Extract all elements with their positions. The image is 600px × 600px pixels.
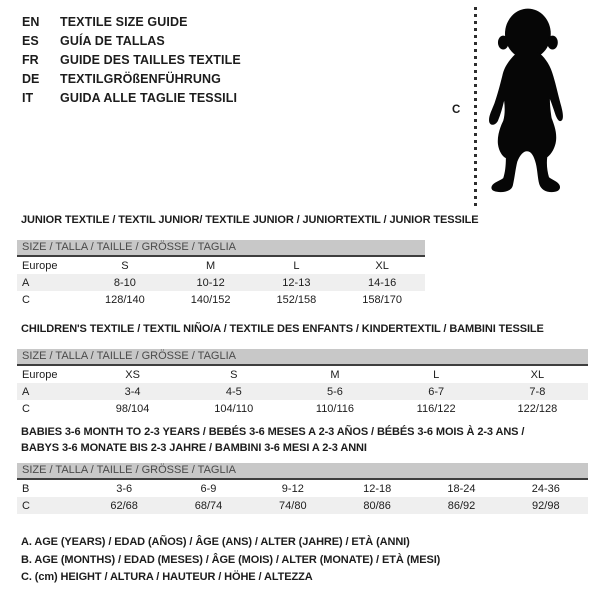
children-table — [17, 366, 588, 417]
size-header-bar: SIZE / TALLA / TAILLE / GRÖSSE / TAGLIA — [17, 463, 588, 480]
junior-table — [17, 257, 425, 308]
language-label: TEXTILGRÖßENFÜHRUNG — [60, 71, 221, 86]
children-size-table — [17, 349, 588, 417]
babies-title-line2: BABYS 3-6 MONATE BIS 2-3 JAHRE / BAMBINI 3-6 MESI A 2-3 ANNI — [21, 442, 367, 454]
language-row — [22, 12, 241, 31]
cell-value: 68/74 — [166, 497, 250, 514]
cell-value: 122/128 — [517, 402, 558, 415]
cell-value: 5-6 — [284, 383, 385, 400]
language-row — [22, 69, 241, 88]
cell-value: 80/86 — [335, 497, 419, 514]
cell-value: 12-13 — [254, 274, 340, 291]
cell-value: 18-24 — [447, 482, 476, 495]
cell-value: 140/152 — [190, 293, 231, 306]
row-label: A — [17, 274, 82, 291]
column-header: M — [330, 368, 340, 381]
table-row-c — [17, 400, 588, 417]
cell-value: 24-36 — [531, 482, 560, 495]
column-header: L — [433, 368, 440, 381]
cell-value: 9-12 — [281, 482, 304, 495]
cell-value: 86/92 — [419, 497, 503, 514]
children-section-title: CHILDREN'S TEXTILE / TEXTIL NIÑO/A / TEXTILE DES ENFANTS / KINDERTEXTIL / BAMBINI TESSILE — [21, 323, 544, 335]
cell-value: 14-16 — [339, 274, 425, 291]
table-row-c — [17, 291, 425, 308]
language-label: GUIDE DES TAILLES TEXTILE — [60, 52, 241, 67]
cell-value: 6-9 — [200, 482, 217, 495]
column-header: S — [230, 368, 238, 381]
height-measure-dashed-line — [474, 7, 477, 206]
language-code: DE — [22, 71, 40, 86]
row-label: C — [22, 402, 30, 415]
junior-size-table — [17, 240, 425, 308]
legend-line-b: B. AGE (MONTHS) / EDAD (MESES) / ÂGE (MOIS) / ALTER (MONATE) / ETÀ (MESI) — [21, 553, 441, 566]
size-header-bar: SIZE / TALLA / TAILLE / GRÖSSE / TAGLIA — [17, 349, 588, 366]
row-label: B — [22, 482, 30, 495]
column-header: M — [206, 259, 216, 272]
cell-value: 158/170 — [362, 293, 402, 306]
language-code: IT — [22, 90, 34, 105]
legend-line-c: C. (cm) HEIGHT / ALTURA / HAUTEUR / HÖHE / ALTEZZA — [21, 571, 313, 583]
column-header: L — [293, 259, 300, 272]
language-code: ES — [22, 33, 39, 48]
junior-section-title: JUNIOR TEXTILE / TEXTIL JUNIOR/ TEXTILE JUNIOR / JUNIORTEXTIL / JUNIOR TESSILE — [21, 214, 479, 226]
table-row-columns — [17, 366, 588, 383]
cell-value: 116/122 — [416, 402, 456, 415]
row-label: C — [17, 497, 82, 514]
babies-title-line1: BABIES 3-6 MONTH TO 2-3 YEARS / BEBÉS 3-6 MESES A 2-3 AÑOS / BÉBÉS 3-6 MOIS À 2-3 ANS / — [21, 426, 525, 438]
cell-value: 98/104 — [115, 402, 150, 415]
column-header: XL — [375, 259, 389, 272]
language-label: GUIDA ALLE TAGLIE TESSILI — [60, 90, 238, 105]
table-row-columns — [17, 257, 425, 274]
column-header: XL — [530, 368, 545, 381]
cell-value: 3-4 — [82, 383, 183, 400]
column-header: Europe — [22, 259, 58, 272]
cell-value: 6-7 — [386, 383, 487, 400]
column-header: S — [121, 259, 129, 272]
cell-value: 3-6 — [116, 482, 133, 495]
legend-line-a: A. AGE (YEARS) / EDAD (AÑOS) / ÂGE (ANS) / ALTER (JAHRE) / ETÀ (ANNI) — [21, 536, 410, 548]
cell-value: 12-18 — [363, 482, 392, 495]
cell-value: 62/68 — [82, 497, 166, 514]
cell-value: 128/140 — [104, 293, 145, 306]
language-label: TEXTILE SIZE GUIDE — [60, 14, 188, 29]
cell-value: 152/158 — [276, 293, 317, 306]
cell-value: 104/110 — [214, 402, 254, 415]
cell-value: 4-5 — [183, 383, 284, 400]
table-row-c — [17, 497, 588, 514]
cell-value: 10-12 — [168, 274, 254, 291]
table-row-b — [17, 480, 588, 497]
height-measure-label: C — [452, 104, 461, 116]
row-label: A — [17, 383, 82, 400]
babies-size-table — [17, 463, 588, 514]
babies-section-title — [21, 424, 524, 456]
cell-value: 8-10 — [82, 274, 168, 291]
cell-value: 110/116 — [315, 402, 355, 415]
baby-silhouette-icon — [483, 6, 571, 206]
language-row — [22, 31, 241, 50]
column-header: Europe — [22, 368, 58, 381]
measure-legend — [21, 534, 440, 587]
table-row-a — [17, 274, 425, 291]
table-row-a — [17, 383, 588, 400]
cell-value: 92/98 — [504, 497, 588, 514]
language-title-list — [22, 12, 241, 107]
cell-value: 74/80 — [251, 497, 335, 514]
language-code: EN — [22, 14, 40, 29]
column-header: XS — [125, 368, 140, 381]
cell-value: 7-8 — [487, 383, 588, 400]
language-row — [22, 88, 241, 107]
language-row — [22, 50, 241, 69]
language-label: GUÍA DE TALLAS — [60, 33, 165, 48]
babies-table — [17, 480, 588, 514]
size-header-bar: SIZE / TALLA / TAILLE / GRÖSSE / TAGLIA — [17, 240, 425, 257]
row-label: C — [22, 293, 30, 306]
language-code: FR — [22, 52, 39, 67]
